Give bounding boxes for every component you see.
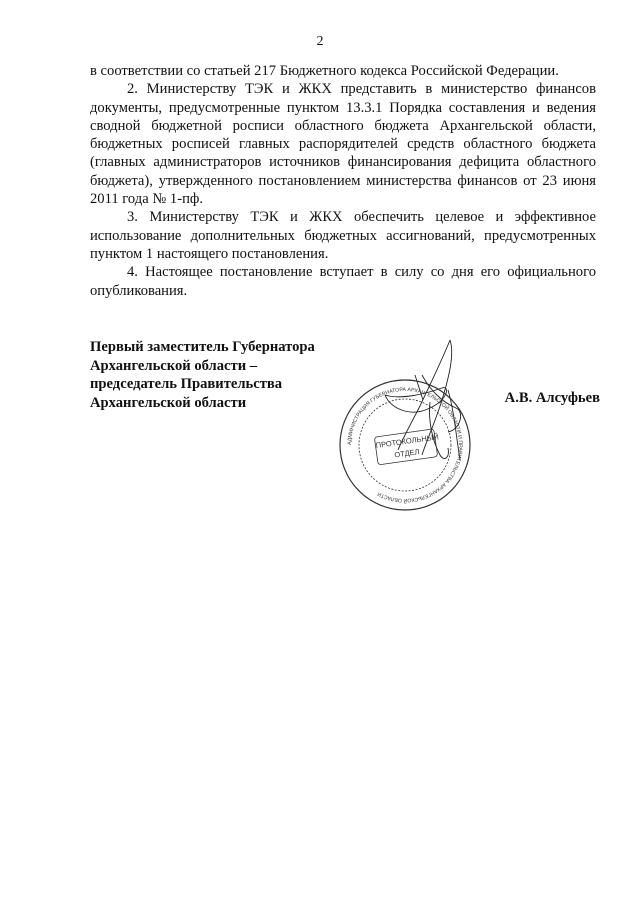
stamp-inner-line-2: ОТДЕЛ [393, 447, 420, 460]
position-line-2: Архангельской области – [90, 357, 258, 374]
signer-name: А.В. Алсуфьев [504, 390, 600, 406]
position-line-3: председатель Правительства [90, 376, 283, 393]
paragraph-1-continuation: в соответствии со статьей 217 Бюджетного кодекса Российской Федерации. [90, 63, 559, 79]
paragraph-2: 2. Министерству ТЭК и ЖКХ представить в министерство финансов документы, предусмотренные пунктом 13.3.1 Порядка составления и ведения сводной бюджетной росписи областного бюджета Архангельской области, бюджетных росписей главных распорядителей средств областного бюджета (главных администраторов источников финансирования дефицита областного бюджета), утвержденного постановлением министерства финансов от 23 июня 2011 года № 1-пф. [90, 81, 596, 208]
paragraph-4: 4. Настоящее постановление вступает в силу со дня его официального опубликования. [90, 264, 596, 299]
body-text [90, 62, 596, 300]
paragraph-3: 3. Министерству ТЭК и ЖКХ обеспечить целевое и эффективное использование дополнительных бюджетных ассигнований, предусмотренных пунктом 1 настоящего постановления. [90, 209, 596, 262]
position-line-4: Архангельской области [90, 394, 247, 411]
stamp-ring-text: АДМИНИСТРАЦИЯ ГУБЕРНАТОРА АРХАНГЕЛЬСКОЙ ОБЛАСТИ И ПРАВИТЕЛЬСТВА АРХАНГЕЛЬСКОЙ ОБЛАСТИ [346, 386, 464, 504]
stamp-and-signature [330, 330, 480, 540]
position-line-1: Первый заместитель Губернатора [90, 339, 315, 355]
stamp-inner-line-1: ПРОТОКОЛЬНЫЙ [375, 432, 440, 451]
page-number: 2 [316, 34, 324, 49]
